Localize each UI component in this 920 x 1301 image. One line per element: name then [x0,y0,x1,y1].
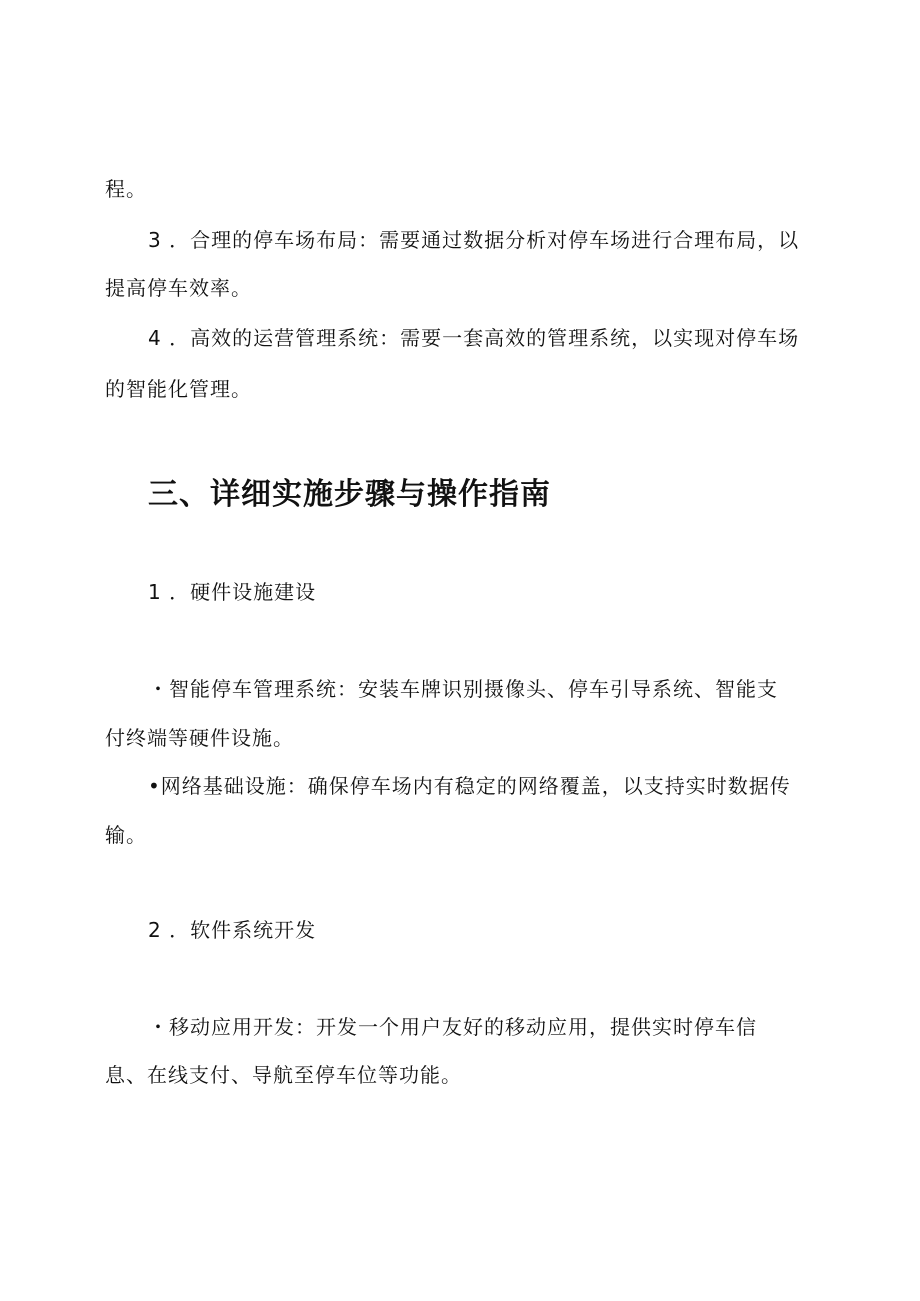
list-item-4-line-2: 的智能化管理。 [105,377,252,401]
bullet-mobile-app-line-2: 息、在线支付、导航至停车位等功能。 [105,1063,462,1087]
list-item-4-line-1: 4 ．高效的运营管理系统：需要一套高效的管理系统，以实现对停车场 [148,326,800,350]
subsection-1-title: 1 ．硬件设施建设 [148,580,317,604]
section-heading: 三、详细实施步骤与操作指南 [148,477,551,512]
list-item-3-line-2: 提高停车效率。 [105,276,252,300]
bullet-network-line-1: •网络基础设施：确保停车场内有稳定的网络覆盖，以支持实时数据传 [148,774,791,798]
list-item-3-line-1: 3 ．合理的停车场布局：需要通过数据分析对停车场进行合理布局，以 [148,228,800,252]
subsection-2-title: 2 ．软件系统开发 [148,918,317,942]
bullet-smart-parking-line-2: 付终端等硬件设施。 [105,726,294,750]
bullet-network-line-2: 输。 [105,823,147,847]
paragraph-continuation: 程。 [105,177,147,201]
bullet-mobile-app-line-1: ・移动应用开发：开发一个用户友好的移动应用，提供实时停车信 [148,1015,757,1039]
bullet-smart-parking-line-1: ・智能停车管理系统：安装车牌识别摄像头、停车引导系统、智能支 [148,677,778,701]
